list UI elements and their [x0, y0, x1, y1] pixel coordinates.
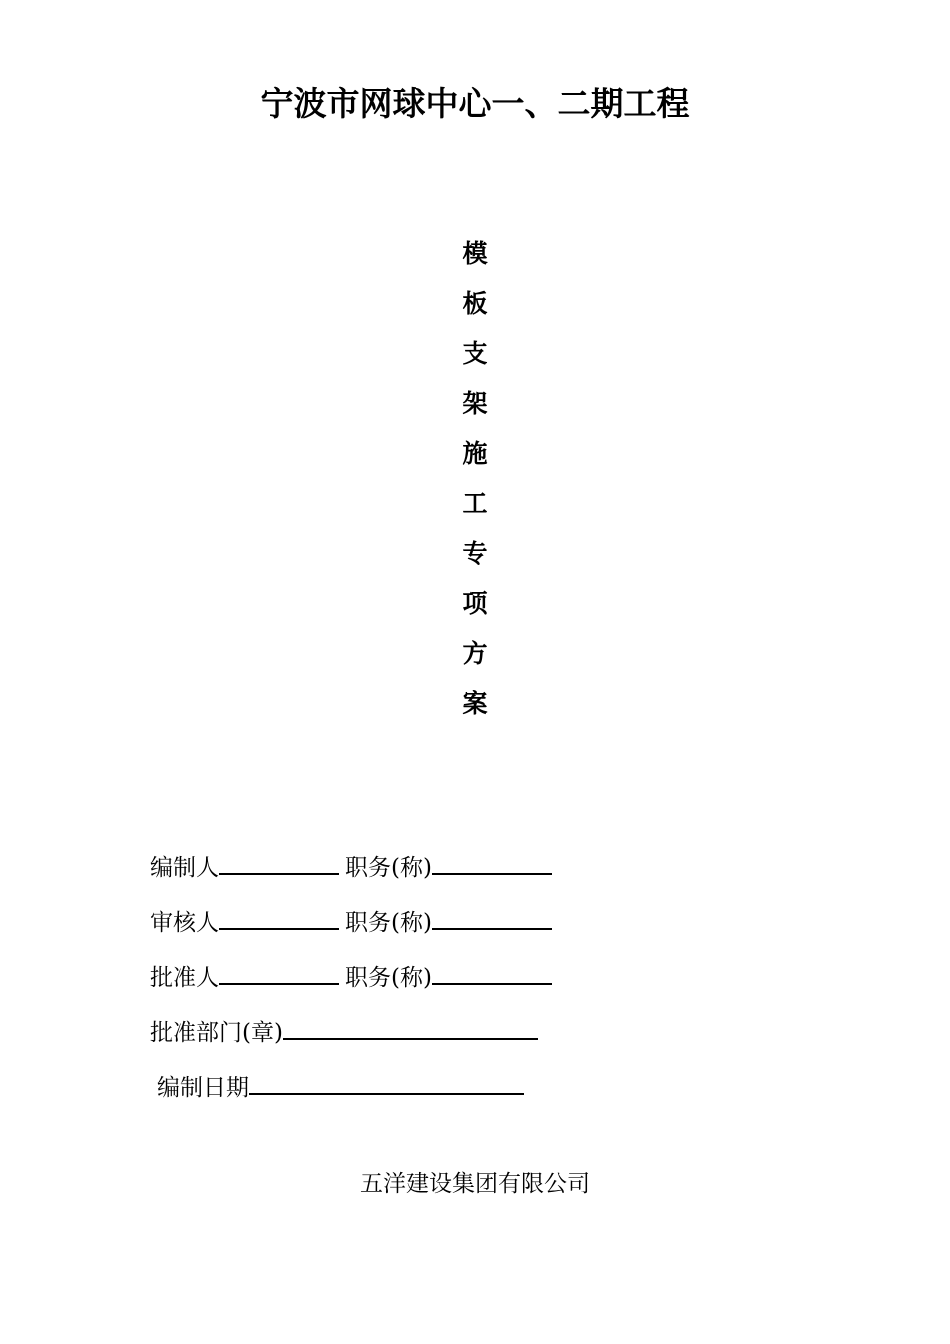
- plan-title-char: 架: [462, 389, 488, 418]
- reviewer-label: 审核人: [150, 910, 219, 936]
- signature-row-approver: [150, 960, 710, 1015]
- plan-title-char: 方: [462, 639, 488, 668]
- compile-date-label: 编制日期: [157, 1075, 249, 1101]
- plan-title-char: 模: [462, 239, 488, 268]
- company-name: 五洋建设集团有限公司: [360, 1171, 590, 1197]
- plan-title-char: 板: [462, 289, 488, 318]
- approval-dept-line: [283, 1016, 538, 1040]
- compile-date-row: [150, 1070, 710, 1110]
- plan-title-char: 专: [462, 539, 488, 568]
- approval-dept-row: [150, 1015, 710, 1070]
- project-title: 宁波市网球中心一、二期工程: [260, 84, 690, 123]
- signature-block: [150, 850, 710, 1110]
- reviewer-position-line: [432, 906, 552, 930]
- plan-title-char: 支: [462, 339, 488, 368]
- compiler-signature-line: [219, 851, 339, 875]
- compiler-position-label: 职务(称): [345, 855, 432, 881]
- approver-label: 批准人: [150, 965, 219, 991]
- approver-position-line: [432, 961, 552, 985]
- approver-signature-line: [219, 961, 339, 985]
- plan-title-vertical: [445, 234, 505, 734]
- compiler-label: 编制人: [150, 855, 219, 881]
- approver-position-label: 职务(称): [345, 965, 432, 991]
- reviewer-position-label: 职务(称): [345, 910, 432, 936]
- compiler-position-line: [432, 851, 552, 875]
- signature-row-compiler: [150, 850, 710, 905]
- plan-title-char: 工: [462, 489, 488, 518]
- signature-row-reviewer: [150, 905, 710, 960]
- compile-date-line: [249, 1071, 524, 1095]
- approval-dept-label: 批准部门(章): [150, 1020, 283, 1046]
- plan-title-char: 案: [462, 689, 488, 718]
- reviewer-signature-line: [219, 906, 339, 930]
- plan-title-char: 施: [462, 439, 488, 468]
- plan-title-char: 项: [462, 589, 488, 618]
